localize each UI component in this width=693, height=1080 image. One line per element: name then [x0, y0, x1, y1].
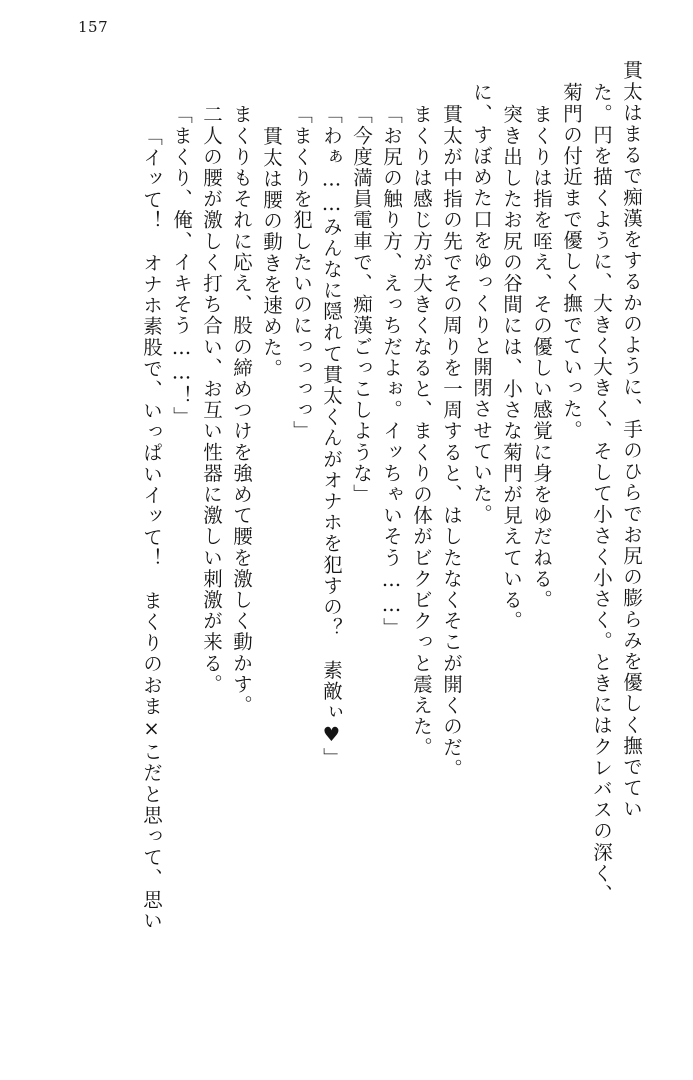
text-column: 突き出したお尻の谷間には、小さな菊門が見えている。	[500, 104, 523, 632]
text-column: まくりは指を咥え、その優しい感覚に身をゆだねる。	[530, 104, 553, 611]
text-column: 「今度満員電車で、痴漢ごっこしような」	[350, 104, 373, 505]
vertical-text-body	[48, 60, 641, 1014]
text-column: 「まくりを犯したいのにっっっっ」	[290, 104, 313, 442]
text-column: た。円を描くように、大きく大きく、そして小さく小さく。ときにはクレバスの深く、	[590, 82, 613, 905]
text-column: 菊門の付近まで優しく撫でていった。	[560, 82, 583, 441]
text-column: 貫太は腰の動きを速めた。	[260, 126, 283, 380]
text-column: 二人の腰が激しく打ち合い、お互い性器に激しい刺激が来る。	[200, 104, 223, 695]
text-column: 「お尻の触り方、えっちだよぉ。イッちゃいそう……」	[380, 104, 403, 639]
text-column: 「わぁ……みんなに隠れて貫太くんがオナホを犯すの？ 素敵ぃ♥」	[320, 104, 343, 769]
text-column: 「イッて！ オナホ素股で、いっぱいイッて！ まくりのおま×こだと思って、思い	[140, 126, 163, 932]
text-column: 貫太はまるで痴漢をするかのように、手のひらでお尻の膨らみを優しく撫でてい	[620, 60, 643, 820]
text-column: 「まくり、俺、イキそう……！」	[170, 104, 193, 428]
text-column: まくりもそれに応え、股の締めつけを強めて腰を激しく動かす。	[230, 104, 253, 716]
page-number: 157	[78, 18, 109, 36]
text-column: に、すぼめた口をゆっくりと開閉させていた。	[470, 82, 493, 526]
text-column: 貫太が中指の先でその周りを一周すると、はしたなくそこが開くのだ。	[440, 104, 463, 780]
text-column: まくりは感じ方が大きくなると、まくりの体がビクビクっと震えた。	[410, 104, 433, 759]
